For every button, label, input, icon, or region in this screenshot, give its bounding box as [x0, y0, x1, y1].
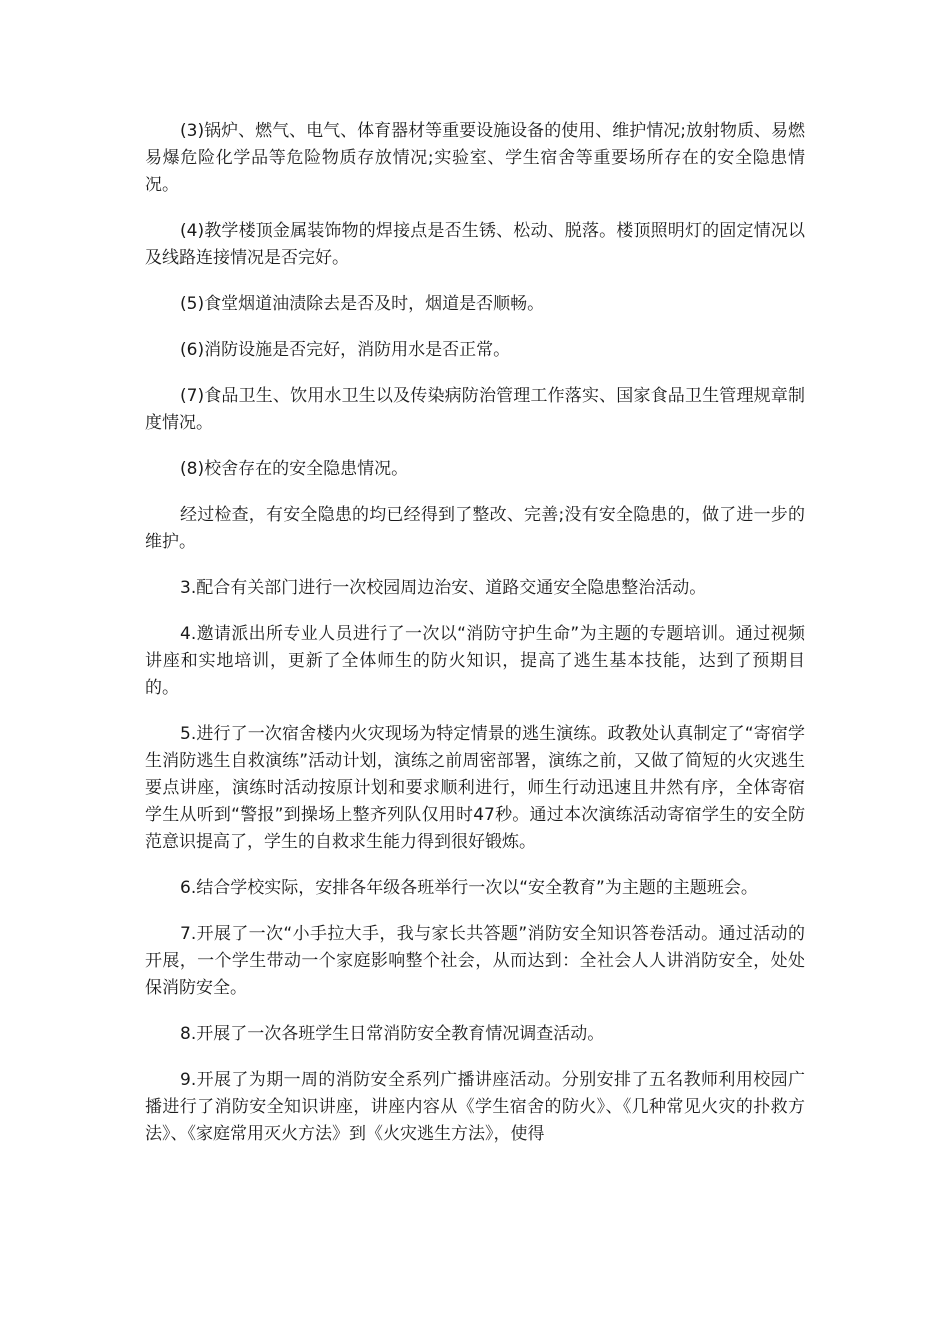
paragraph-section-8: 8.开展了一次各班学生日常消防安全教育情况调查活动。	[180, 1024, 605, 1044]
paragraph-item-7: (7)食品卫生、饮用水卫生以及传染病防治管理工作落实、国家食品卫生管理规章制度情况。	[145, 386, 805, 433]
document-body	[145, 118, 805, 1167]
paragraph-item-4: (4)教学楼顶金属装饰物的焊接点是否生锈、松动、脱落。楼顶照明灯的固定情况以及线路连接情况是否完好。	[145, 221, 805, 268]
paragraph-section-6: 6.结合学校实际，安排各年级各班举行一次以“安全教育”为主题的主题班会。	[180, 878, 758, 898]
paragraph-inspection-result: 经过检查，有安全隐患的均已经得到了整改、完善;没有安全隐患的，做了进一步的维护。	[145, 505, 805, 552]
paragraph-section-4: 4.邀请派出所专业人员进行了一次以“消防守护生命”为主题的专题培训。通过视频讲座和实地培训，更新了全体师生的防火知识，提高了逃生基本技能，达到了预期目的。	[145, 624, 805, 698]
paragraph-item-5: (5)食堂烟道油渍除去是否及时，烟道是否顺畅。	[180, 294, 545, 314]
paragraph-item-6: (6)消防设施是否完好，消防用水是否正常。	[180, 340, 511, 360]
paragraph-item-8: (8)校舍存在的安全隐患情况。	[180, 459, 409, 479]
paragraph-section-7: 7.开展了一次“小手拉大手，我与家长共答题”消防安全知识答卷活动。通过活动的开展，一个学生带动一个家庭影响整个社会，从而达到：全社会人人讲消防安全，处处保消防安全。	[145, 924, 805, 998]
paragraph-section-9: 9.开展了为期一周的消防安全系列广播讲座活动。分别安排了五名教师利用校园广播进行了消防安全知识讲座，讲座内容从《学生宿舍的防火》、《几种常见火灾的扑救方法》、《家庭常用灭火方法》到《火灾逃生方法》，使得	[145, 1070, 805, 1144]
paragraph-item-3: (3)锅炉、燃气、电气、体育器材等重要设施设备的使用、维护情况;放射物质、易燃易爆危险化学品等危险物质存放情况;实验室、学生宿舍等重要场所存在的安全隐患情况。	[145, 121, 805, 195]
paragraph-section-3: 3.配合有关部门进行一次校园周边治安、道路交通安全隐患整治活动。	[180, 578, 707, 598]
paragraph-section-5: 5.进行了一次宿舍楼内火灾现场为特定情景的逃生演练。政教处认真制定了“寄宿学生消防逃生自救演练”活动计划，演练之前周密部署，演练之前，又做了简短的火灾逃生要点讲座，演练时活动按原计划和要求顺利进行，师生行动迅速且井然有序，全体寄宿学生从听到“警报”到操场上整齐列队仅用时47秒。通过本次演练活动寄宿学生的安全防范意识提高了，学生的自救求生能力得到很好锻炼。	[145, 724, 805, 852]
